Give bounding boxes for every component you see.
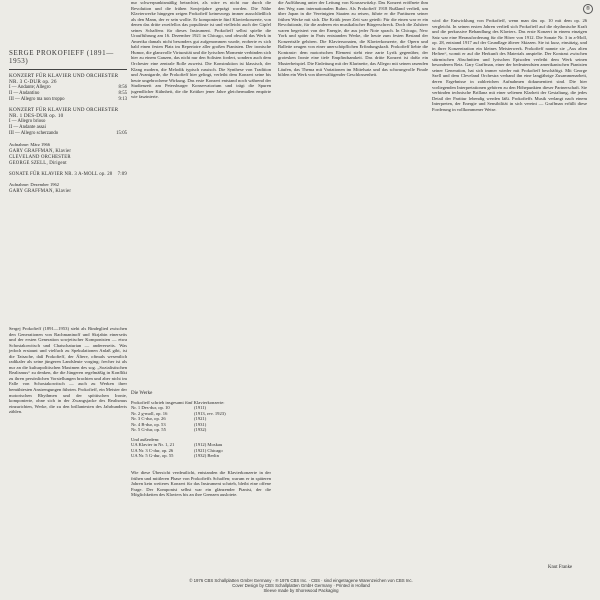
liner-notes-column-4: wird die Entwicklung von Prokofieff, wenn man das op. 10 mit dem op. 26 vergleicht. In seinen ersten Jahren verließ sich Prokofieff auf die rhythmische Kraft und die perkussive Behandlung des Klaviers. Das erste Konzert in einem einzigen Satz war eine Herausforderung für die Hörer von 1912. Die Sonate Nr. 3 in a-Moll, op. 28, entstand 1917 auf der Grundlage älterer Skizzen. Sie ist kurz, einsätzig, und in ihrer Konzentration ein kleines Meisterwerk. Prokofieff nannte sie „Aus alten Heften“, womit er auf die Herkunft des Materials anspielte. Der Kontrast zwischen stürmischen Abschnitten und lyrischen Episoden verleiht dem Werk seinen besonderen Reiz. Gary Graffman, einer der bedeutendsten amerikanischen Pianisten seiner Generation, hat sich immer wieder mit Prokofieff beschäftigt. Mit George Szell und dem Cleveland Orchestra verband ihn eine langjährige Zusammenarbeit, deren Ergebnisse in zahlreichen Aufnahmen dokumentiert sind. Die hier vorliegenden Interpretationen gehören zu den Höhepunkten dieser Partnerschaft. Sie verbinden technische Brillanz mit einer seltenen Klarheit der Gestaltung, die jedes Detail der Partitur lebendig werden läßt. Prokofieffs Musik verlangt nach einem Interpreten, der Energie und Sensibilität in sich vereint — Graffman erfüllt diese Forderung in vollkommener Weise. <box>432 18 587 112</box>
liner-notes-intro: Sergej Prokofieff (1891—1953) steht als Bindeglied zwischen den Generationen von Rachmaninoff und Skrjabin einerseits und der ersten Generation sowjetischer Komponisten — etwa Schostakowitsch und Chatschaturian — andererseits. Was jedoch erstaunt und vielfach zu Spekulationen Anlaß gibt, ist die Tatsache, daß Prokofieff, der Ältere, oftmals wesentlich radikaler als seine jüngeren Landsleute vorging; frecher ist als nur an die kulturpolitischen Maximen des sog. „Sozialistischen Realismus“ zu denken, die die Jüngeren regelmäßig in Konflikt zu ihren persönlichen Vorstellungen brachten und aber nicht im Falle von Schostakowitsch — auch zu Werken ihrer bemühtesten Anstrengungen führten. Prokofieff, ein Meister der motorischen Rhythmen und der spöttischen Ironie, komponierte, ohne sich in der Zwangsjacke des Realismus einzurichten, Werke, die zu den brillantesten des Jahrhunderts zählen. <box>9 326 127 415</box>
sonata-item: UA Nr. 3 C-dur, op. 26 (1921) Chicago <box>131 447 223 453</box>
liner-notes-column-2: nur schwerpunktsmäßig betrachtet, als wäre es nicht nur durch die Revolution und die frühen Sowjetjahre geprägt worden. Die Nähe Klavierwerke hingegen zeigen Prokofieff keineswegs immer ausschließlich als den Mann, der er sein wollte. Er komponierte fünf Klavierkonzerte, von denen das dritte zweifellos das populärste ist und vielleicht auch der Gipfel seines Schaffens für dieses Instrument. Prokofieff selbst spielte die Uraufführung am 16. Dezember 1921 in Chicago, und obwohl das Werk in Amerika damals nicht besonders gut aufgenommen wurde, eroberte es sich bald einen festen Platz im Repertoire aller großen Pianisten. Der ironische Humor, die glanzvolle Virtuosität und die lyrischen Momente verbinden sich hier zu einem Ganzen, das nicht nur den Solisten fordert, sondern auch dem Orchester eine zentrale Rolle zuweist. Die Konstruktion ist klassisch, der Klang modern, die Melodik typisch russisch. Die Synthese von Tradition und Avantgarde, die Prokofieff hier gelingt, verleiht dem Konzert seine bis heute ungebrochene Wirkung. Das erste Konzert entstand noch während der Studienzeit am Petersburger Konservatorium und trägt die Spuren jugendlicher Kühnheit, die die Kritiker jener Jahre gleichermaßen empörte wie faszinierte. <box>131 0 271 100</box>
movement-row: III — Allegro scherzando 15:05 <box>9 131 127 137</box>
movement-row: II — Andante assai <box>9 125 46 131</box>
work-title: SONATE FÜR KLAVIER NR. 3 A-MOLL op. 28 7:09 <box>9 172 127 178</box>
performer: GARY GRAFFMAN, Klavier <box>9 149 72 155</box>
performer: CLEVELAND ORCHESTER <box>9 155 71 161</box>
work-title: KONZERT FÜR KLAVIER UND ORCHESTER NR. 1 DES-DUR op. 10 <box>9 106 119 119</box>
copyright-footer <box>96 578 506 594</box>
movement-row: II — Andantino 8:55 <box>9 91 127 97</box>
work-title: KONZERT FÜR KLAVIER UND ORCHESTER NR. 3 C-DUR op. 26 <box>9 72 119 85</box>
sonata-item: UA Klavier in Nr. 1, 21 (1912) Moskau <box>131 442 223 448</box>
movement-row: III — Allegro ma non troppo 9:13 <box>9 97 127 103</box>
copyright-line: © 1976 CBS Schallplatten GmbH Germany · ℗ 1976 CBS Inc. · CBS · sind eingetragene Warenzeichen von CBS Inc. <box>189 578 413 583</box>
movement-row: I — Allegro brioso <box>9 119 46 125</box>
registered-mark: ® <box>583 4 593 14</box>
track-list <box>9 0 127 195</box>
works-item: Nr. 3 C-dur, op. 26 (1921) <box>131 416 207 422</box>
recording-date: Aufnahme: März 1966 <box>9 142 50 148</box>
performer: GEORGE SZELL, Dirigent <box>9 161 67 167</box>
design-line: Cover Design by CBS Schallplatten GmbH Germany · Printed in Holland <box>232 583 370 589</box>
liner-notes-column-3: die Aufführung unter der Leitung von Koussewitzky. Das Konzert eröffnete ihm den Weg zum internationalen Ruhm. Als Prokofieff 1918 Rußland verließ, um über Japan in die Vereinigten Staaten zu reisen, führte er die Partituren seiner frühen Werke mit sich. Die Kritik jener Zeit war geteilt: Für die einen war er ein Revolutionär, für die anderen ein musikalischer Bürgerschreck. Doch die Zuhörer waren begeistert von der Energie, die aus jeder Note sprach. In Chicago, New York und später in Paris entstanden Werke, die heute zum festen Bestand der Konzertsäle gehören. Die Klaviersonaten, die Klavierkonzerte, die Opern und Ballette zeugen von einer unerschöpflichen Erfindungskraft. Prokofieff liebte die Kontraste: dem motorischen Element steht eine zarte Lyrik gegenüber, der grotesken Ironie eine tiefe Empfindsamkeit. Das dritte Konzert ist dafür ein Musterbeispiel. Die Einleitung mit der Klarinette, das Allegro mit seinen rasenden Läufen, das Thema mit Variationen im Mittelsatz und das schwungvolle Finale bilden ein Werk von überwältigender Geschlossenheit. <box>278 0 428 78</box>
author-signature: Knut Franke <box>548 565 573 570</box>
works-item: Nr. 1 Des-dur, op. 10 (1911) <box>131 405 207 411</box>
works-heading: Die Werke <box>131 391 153 396</box>
works-intro: Prokofieff schrieb insgesamt fünf Klavierkonzerte: <box>131 399 225 405</box>
sonatas-intro: Und außerdem: <box>131 436 160 442</box>
sleeve-line: Sleeve made by Shorewood Packaging <box>263 588 339 594</box>
recording-date: Aufnahme: Dezember 1962 <box>9 181 59 187</box>
works-item: Nr. 5 G-dur, op. 55 (1932) <box>131 427 207 433</box>
liner-notes-column-2-lower: Wie diese Übersicht verdeutlicht, entstanden die Klavierkonzerte in der frühen und mittleren Phase von Prokofieffs Schaffen; warum er in späteren Jahren kein weiteres Konzert für das Instrument schrieb, bleibt eine offene Frage. Der Komponist selbst war ein glänzender Pianist, der die Möglichkeiten des Klaviers bis an ihre Grenzen auslotete. <box>131 470 271 498</box>
performer: GARY GRAFFMAN, Klavier <box>9 188 72 194</box>
heading-rule <box>9 69 127 70</box>
works-item: Nr. 4 B-dur, op. 53 (1931) <box>131 421 207 427</box>
works-list <box>131 391 271 459</box>
works-item: Nr. 2 g-moll, op. 16 (1913, rev. 1923) <box>131 410 226 416</box>
composer-heading: SERGE PROKOFIEFF (1891—1953) <box>9 49 114 65</box>
sonata-item: UA Nr. 5 G-dur, op. 55 (1932) Berlin <box>131 453 219 459</box>
movement-row: I — Andante; Allegro 8:56 <box>9 85 127 91</box>
